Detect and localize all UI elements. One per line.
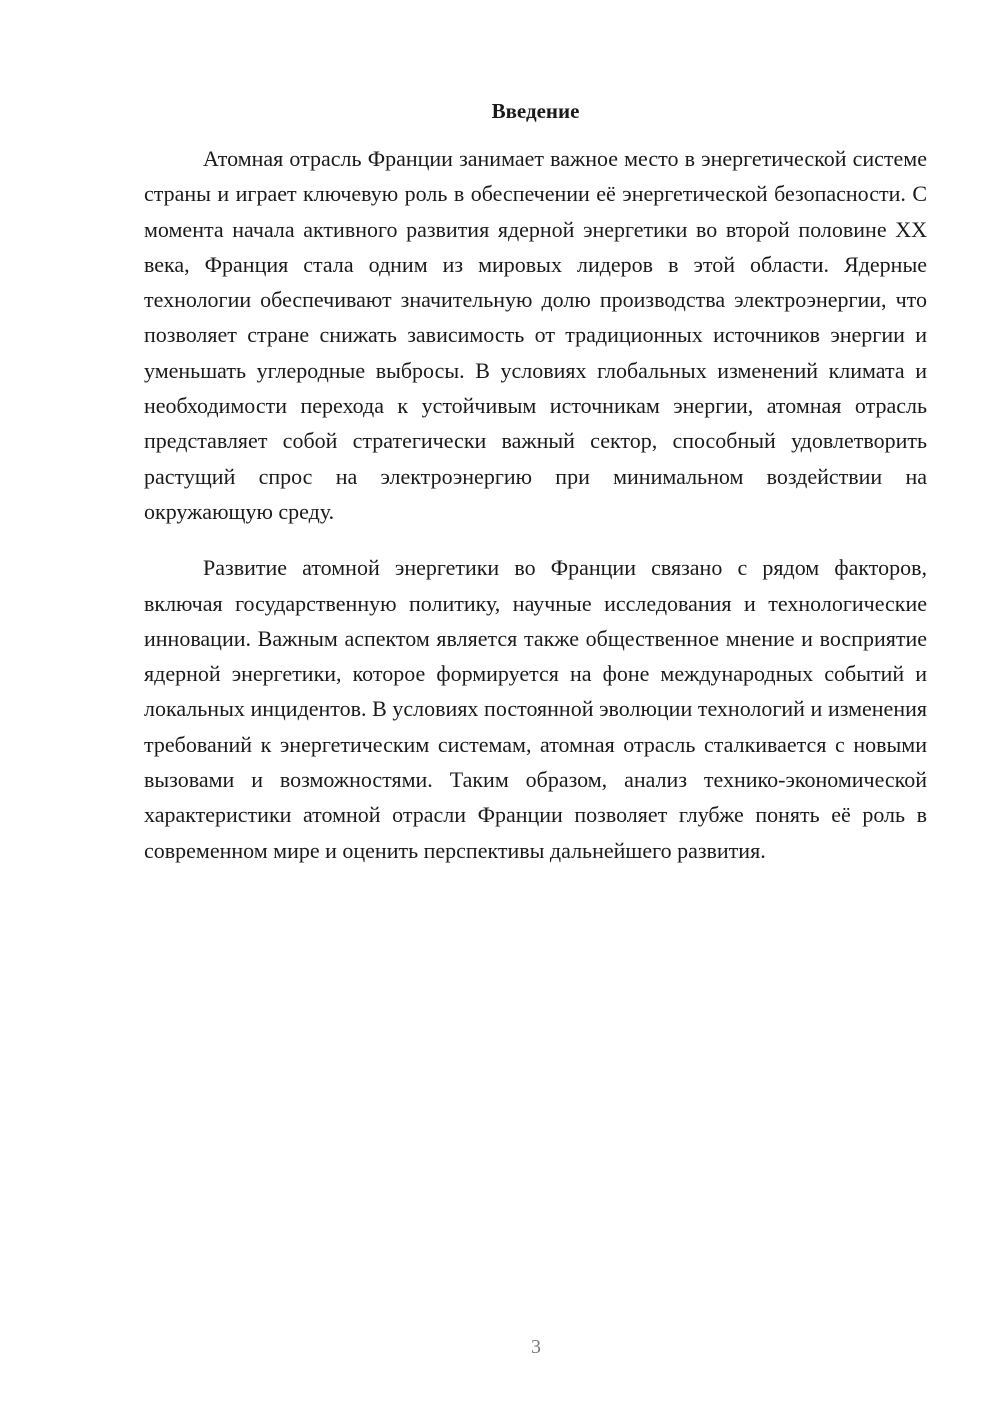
- section-heading: Введение: [491, 99, 580, 123]
- paragraph-1: Атомная отрасль Франции занимает важное место в энергетической системе страны и играет ключевую роль в обеспечении её энергетической безопасности. С момента начала активного развития ядерной энергетики во второй половине XX века, Франция стала одним из мировых лидеров в этой области. Ядерные технологии обеспечивают значительную долю производства электроэнергии, что позволяет стране снижать зависимость от традиционных источников энергии и уменьшать углеродные выбросы. В условиях глобальных изменений климата и необходимости перехода к устойчивым источникам энергии, атомная отрасль представляет собой стратегически важный сектор, способный удовлетворить растущий спрос на электроэнергию при минимальном воздействии на окружающую среду.: [144, 146, 927, 524]
- page-number: 3: [531, 1336, 541, 1358]
- body-text: [144, 141, 927, 868]
- paragraph-2: Развитие атомной энергетики во Франции связано с рядом факторов, включая государственную политику, научные исследования и технологические инновации. Важным аспектом является также общественное мнение и восприятие ядерной энергетики, которое формируется на фоне международных событий и локальных инцидентов. В условиях постоянной эволюции технологий и изменения требований к энергетическим системам, атомная отрасль сталкивается с новыми вызовами и возможностями. Таким образом, анализ технико-экономической характеристики атомной отрасли Франции позволяет глубже понять её роль в современном мире и оценить перспективы дальнейшего развития.: [144, 555, 927, 863]
